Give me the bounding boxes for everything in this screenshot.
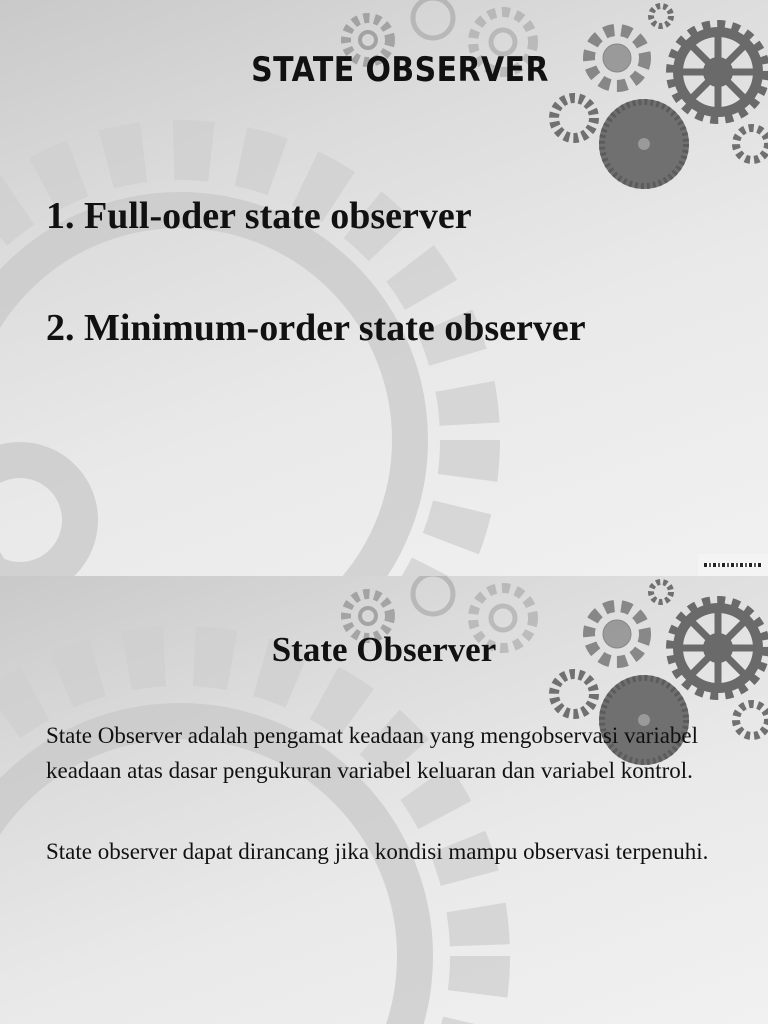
condition-paragraph: State observer dapat dirancang jika kondisi mampu observasi terpenuhi. xyxy=(46,839,709,864)
gear-cluster-icon xyxy=(0,0,768,200)
footer-logo-icon xyxy=(698,554,768,576)
slide-heading: State Observer xyxy=(271,630,497,669)
list-item-minimum-order: 2. Minimum-order state observer xyxy=(46,307,586,349)
definition-paragraph: State Observer adalah pengamat keadaan yang mengobservasi variabel keadaan atas dasar pengukuran variabel keluaran dan variabel kontrol. xyxy=(46,723,699,783)
slide-title: STATE OBSERVER xyxy=(251,50,549,90)
slide-2 xyxy=(0,576,768,1024)
list-item-full-order: 1. Full-oder state observer xyxy=(46,195,472,237)
